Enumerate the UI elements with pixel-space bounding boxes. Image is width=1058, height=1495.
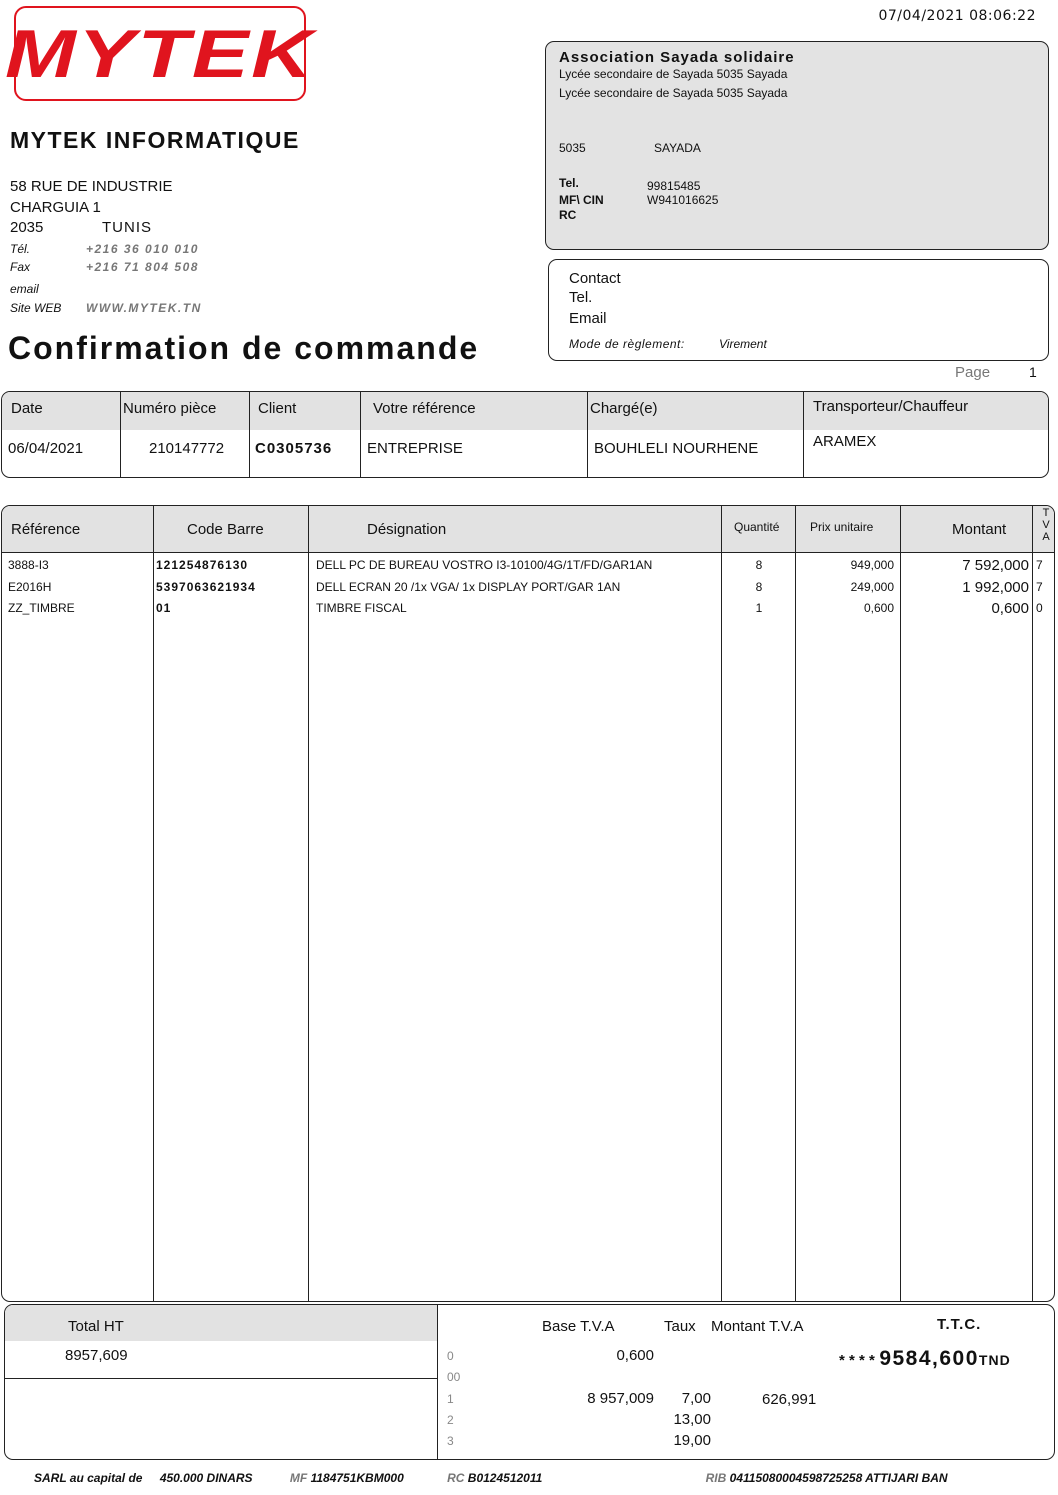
client-postcode: 5035 xyxy=(559,141,586,155)
cell-ref: ZZ_TIMBRE xyxy=(8,601,75,615)
contact-tel-label: Tel. xyxy=(569,289,593,306)
contact-box xyxy=(548,259,1049,361)
value-carrier: ARAMEX xyxy=(813,433,877,450)
footer-mf-label: MF xyxy=(289,1471,308,1485)
table-row xyxy=(2,578,1054,599)
footer-mf: 1184751KBM000 xyxy=(310,1471,404,1485)
client-box xyxy=(545,41,1049,250)
header-agent: Chargé(e) xyxy=(590,400,658,417)
footer-rib-label: RIB xyxy=(705,1471,727,1485)
montant-tva-label: Montant T.V.A xyxy=(711,1318,804,1335)
tva-row xyxy=(438,1411,858,1432)
ttc-label: T.T.C. xyxy=(937,1316,982,1333)
table-row xyxy=(2,556,1054,577)
company-web-label: Site WEB xyxy=(10,301,62,315)
tva-row xyxy=(438,1390,858,1411)
company-postcode: 2035 xyxy=(10,219,44,236)
col-designation: Désignation xyxy=(367,521,447,538)
payment-mode: Virement xyxy=(719,337,767,351)
cell-tva: 7 xyxy=(1036,558,1043,572)
client-address-2: Lycée secondaire de Sayada 5035 Sayada xyxy=(559,86,788,100)
value-agent: BOUHLELI NOURHENE xyxy=(594,440,759,457)
client-tel: 99815485 xyxy=(647,179,701,193)
col-tva: TVA xyxy=(1042,507,1050,543)
cell-barcode: 121254876130 xyxy=(156,558,249,572)
cell-ref: 3888-I3 xyxy=(8,558,49,572)
tva-montant: 626,991 xyxy=(762,1390,817,1408)
footer-rib: 04115080004598725258 ATTIJARI BAN xyxy=(729,1471,948,1485)
col-quantity: Quantité xyxy=(734,520,780,534)
ttc-value: 9584,600 xyxy=(879,1347,979,1370)
cell-amount: 1 992,000 xyxy=(962,578,1029,596)
tva-code: 2 xyxy=(447,1412,454,1427)
company-fax: +216 71 804 508 xyxy=(86,260,199,274)
tva-code: 0 xyxy=(447,1349,454,1363)
col-reference: Référence xyxy=(11,521,81,538)
company-fax-label: Fax xyxy=(10,260,31,274)
tva-taux: 13,00 xyxy=(673,1410,711,1428)
client-address-1: Lycée secondaire de Sayada 5035 Sayada xyxy=(559,67,788,81)
tva-base: 8 957,009 xyxy=(587,1389,654,1407)
cell-designation: DELL PC DE BUREAU VOSTRO I3-10100/4G/1T/FD/GAR1AN xyxy=(316,558,653,572)
client-city: SAYADA xyxy=(654,141,701,155)
payment-mode-label: Mode de règlement: xyxy=(569,337,685,351)
tva-row xyxy=(438,1347,858,1368)
cell-barcode: 01 xyxy=(156,601,172,615)
value-client: C0305736 xyxy=(255,440,333,457)
table-row xyxy=(2,599,1054,620)
client-mf-label: MF\ CIN xyxy=(559,193,604,207)
cell-qty: 8 xyxy=(755,558,763,572)
document-title: Confirmation de commande xyxy=(8,330,480,366)
ttc-stars: * * * * xyxy=(839,1352,875,1369)
company-city: TUNIS xyxy=(102,219,152,236)
tva-row xyxy=(438,1432,858,1453)
line-items-box xyxy=(1,505,1055,1302)
company-email-label: email xyxy=(10,282,39,296)
header-your-reference: Votre référence xyxy=(373,400,476,417)
tva-code: 00 xyxy=(447,1370,461,1385)
footer-rc-label: RC xyxy=(447,1471,465,1485)
client-mf: W941016625 xyxy=(647,193,719,207)
tva-code: 3 xyxy=(447,1434,454,1449)
cell-designation: DELL ECRAN 20 /1x VGA/ 1x DISPLAY PORT/GAR 1AN xyxy=(316,579,621,594)
company-web[interactable]: WWW.MYTEK.TN xyxy=(86,301,202,315)
company-tel: +216 36 010 010 xyxy=(86,242,199,256)
footer-sarl: SARL au capital de xyxy=(34,1471,143,1485)
footer xyxy=(34,1471,1034,1485)
contact-label: Contact xyxy=(569,270,621,287)
tva-taux: 19,00 xyxy=(673,1432,711,1450)
ttc-amount xyxy=(839,1347,1011,1371)
cell-amount: 0,600 xyxy=(991,600,1029,617)
header-client: Client xyxy=(258,400,297,417)
value-your-reference: ENTREPRISE xyxy=(367,440,463,457)
page-number: 1 xyxy=(1029,364,1037,380)
total-ht-label: Total HT xyxy=(68,1318,124,1335)
cell-qty: 8 xyxy=(755,579,763,594)
company-address-2: CHARGUIA 1 xyxy=(10,199,101,216)
cell-barcode: 5397063621934 xyxy=(156,579,256,594)
page-label: Page xyxy=(955,364,991,381)
total-ht-value: 8957,609 xyxy=(65,1347,128,1364)
taux-label: Taux xyxy=(664,1318,696,1335)
cell-designation: TIMBRE FISCAL xyxy=(316,601,407,615)
cell-unit-price: 949,000 xyxy=(850,558,894,572)
cell-unit-price: 249,000 xyxy=(850,579,894,594)
header-carrier: Transporteur/Chauffeur xyxy=(813,398,969,415)
header-date: Date xyxy=(11,400,43,417)
tva-code: 1 xyxy=(447,1391,454,1406)
cell-ref: E2016H xyxy=(8,579,52,594)
client-name: Association Sayada solidaire xyxy=(559,49,795,66)
contact-email-label: Email xyxy=(569,310,607,327)
client-tel-label: Tel. xyxy=(559,176,579,190)
tva-row xyxy=(438,1368,858,1389)
value-piece-number: 210147772 xyxy=(149,440,225,457)
cell-qty: 1 xyxy=(755,601,763,615)
client-rc-label: RC xyxy=(559,208,577,222)
company-address-1: 58 RUE DE INDUSTRIE xyxy=(10,178,173,195)
footer-capital: 450.000 DINARS xyxy=(159,1471,253,1485)
base-tva-label: Base T.V.A xyxy=(542,1318,615,1335)
col-barcode: Code Barre xyxy=(187,521,264,538)
totals-box xyxy=(4,1304,1055,1460)
mytek-logo xyxy=(5,6,315,101)
logo-text: MYTEK xyxy=(5,15,315,92)
ttc-currency: TND xyxy=(978,1352,1011,1368)
print-timestamp: 07/04/2021 08:06:22 xyxy=(878,8,1036,24)
footer-rc: B0124512011 xyxy=(467,1471,543,1485)
tva-taux: 7,00 xyxy=(681,1389,711,1407)
cell-unit-price: 0,600 xyxy=(863,601,894,615)
company-name: MYTEK INFORMATIQUE xyxy=(10,127,300,153)
cell-tva: 0 xyxy=(1036,601,1043,615)
value-date: 06/04/2021 xyxy=(8,440,84,457)
col-amount: Montant xyxy=(952,521,1007,538)
company-tel-label: Tél. xyxy=(10,242,31,256)
col-unit-price: Prix unitaire xyxy=(810,520,874,534)
tva-base: 0,600 xyxy=(616,1347,654,1364)
order-info-box xyxy=(1,391,1049,478)
header-piece-number: Numéro pièce xyxy=(123,400,217,417)
cell-amount: 7 592,000 xyxy=(962,557,1029,574)
cell-tva: 7 xyxy=(1036,579,1043,594)
